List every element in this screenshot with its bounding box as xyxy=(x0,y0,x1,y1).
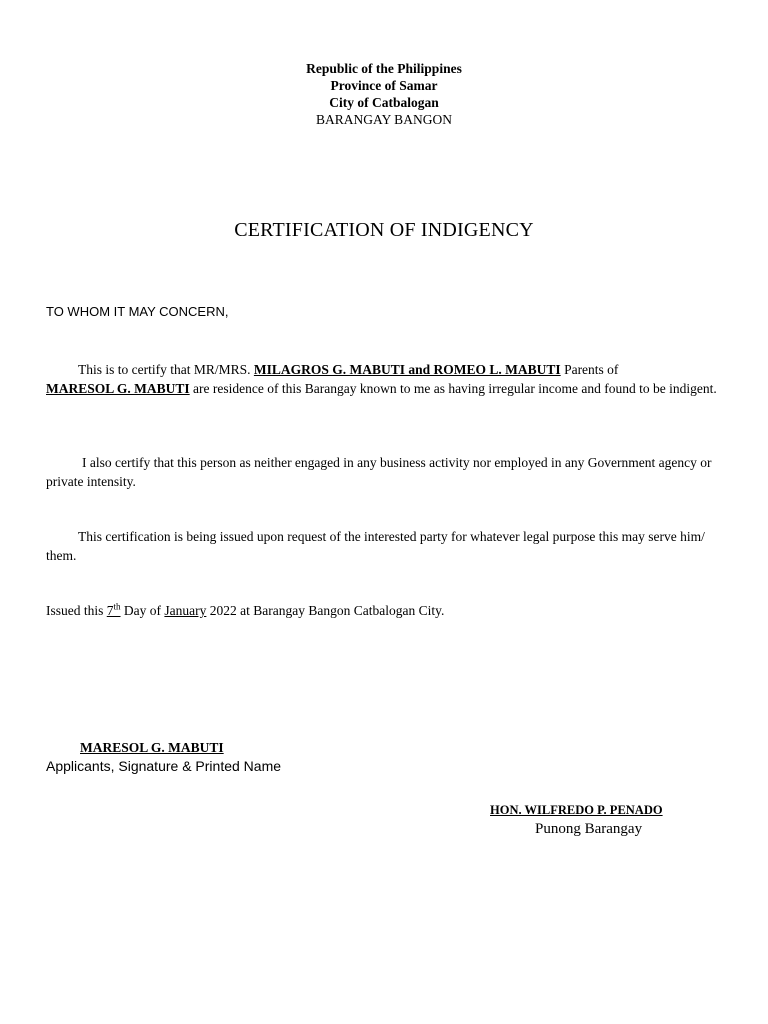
issued-prefix: Issued this xyxy=(46,603,107,618)
issued-day xyxy=(107,603,121,618)
child-name: MARESOL G. MABUTI xyxy=(46,380,190,396)
header-barangay: BARANGAY BANGON xyxy=(316,112,452,127)
parents-names: MILAGROS G. MABUTI and ROMEO L. MABUTI xyxy=(253,362,561,377)
document-header xyxy=(0,60,768,128)
issued-day-number: 7 xyxy=(106,603,114,618)
paragraph-certify xyxy=(46,361,718,398)
header-republic: Republic of the Philippines xyxy=(306,61,462,76)
official-name: HON. WILFREDO P. PENADO xyxy=(490,803,663,817)
header-city: City of Catbalogan xyxy=(329,95,439,110)
issued-line xyxy=(46,602,718,621)
issued-suffix: 2022 at Barangay Bangon Catbalogan City. xyxy=(206,603,445,618)
applicant-name: MARESOL G. MABUTI xyxy=(80,740,224,755)
issued-month: January xyxy=(164,603,207,618)
issued-day-suffix: th xyxy=(113,601,121,612)
paragraph-also-certify xyxy=(46,454,718,491)
issued-mid: Day of xyxy=(120,603,165,618)
paragraph-also-certify-text: I also certify that this person as neither engaged in any business activity nor employed in any Government agency or private intensity. xyxy=(46,455,712,489)
official-title: Punong Barangay xyxy=(535,821,643,837)
paragraph-certify-tail: are residence of this Barangay known to me as having irregular income and found to be indigent. xyxy=(189,380,717,396)
applicant-caption: Applicants, Signature & Printed Name xyxy=(46,758,282,774)
paragraph-certify-mid: Parents of xyxy=(560,362,619,377)
document-title: CERTIFICATION OF INDIGENCY xyxy=(234,219,534,241)
salutation: TO WHOM IT MAY CONCERN, xyxy=(46,304,229,319)
header-province: Province of Samar xyxy=(330,78,438,93)
paragraph-purpose-text: This certification is being issued upon request of the interested party for whatever legal purpose this may serve him/ them. xyxy=(46,529,705,563)
paragraph-purpose xyxy=(46,528,718,565)
paragraph-certify-lead: This is to certify that MR/MRS. xyxy=(78,362,254,377)
